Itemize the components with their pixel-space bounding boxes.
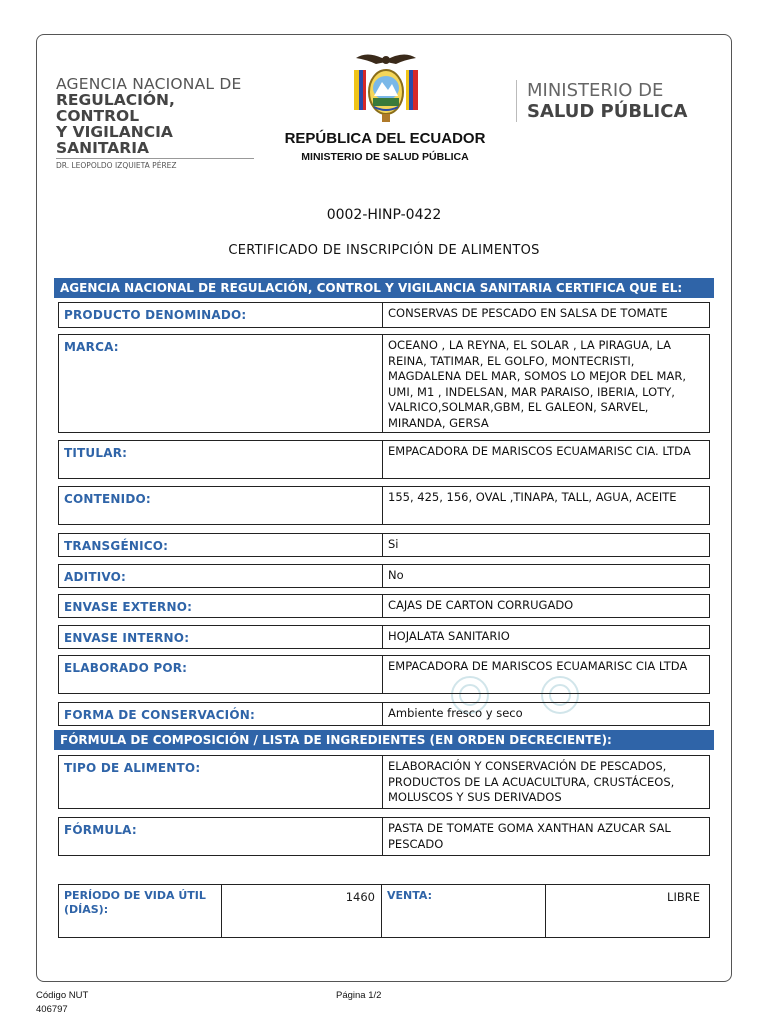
field-label: TRANSGÉNICO: — [59, 534, 383, 556]
agency-logo-line2: REGULACIÓN, CONTROL — [56, 91, 175, 125]
sale-value: LIBRE — [667, 890, 700, 904]
field-label: TIPO DE ALIMENTO: — [59, 756, 383, 808]
ministry-logo — [516, 80, 707, 122]
field-row-envase-externo — [58, 594, 710, 618]
shelf-life-value: 1460 — [222, 885, 382, 937]
agency-logo-rule — [56, 158, 254, 159]
field-row-aditivo — [58, 564, 710, 588]
field-label: ENVASE EXTERNO: — [59, 595, 383, 617]
shelf-life-table — [58, 884, 710, 938]
agency-logo-line1: AGENCIA NACIONAL DE — [56, 75, 242, 93]
field-row-forma-conservacion — [58, 702, 710, 726]
field-value: HOJALATA SANITARIO — [388, 629, 510, 643]
field-value: ELABORACIÓN Y CONSERVACIÓN DE PESCADOS, PRODUCTOS DE LA ACUACULTURA, CRUSTÁCEOS, MOLUSCOS Y SUS DERIVADOS — [388, 759, 675, 804]
field-label: MARCA: — [59, 335, 383, 432]
field-label: PRODUCTO DENOMINADO: — [59, 303, 383, 327]
field-row-elaborado-por — [58, 655, 710, 694]
agency-logo — [56, 76, 256, 170]
field-label: TITULAR: — [59, 441, 383, 478]
shelf-life-label: PERÍODO DE VIDA ÚTIL (DÍAS): — [59, 885, 222, 937]
footer-code-value: 406797 — [36, 1004, 68, 1015]
ministry-logo-line2: SALUD PÚBLICA — [527, 101, 688, 122]
field-value: Si — [388, 537, 399, 551]
field-row-formula — [58, 817, 710, 856]
field-row-marca — [58, 334, 710, 433]
field-value: No — [388, 568, 404, 582]
field-value: OCEANO , LA REYNA, EL SOLAR , LA PIRAGUA, LA REINA, TATIMAR, EL GOLFO, MONTECRISTI, MAGDALENA DEL MAR, SOMOS LO MEJOR DEL MAR, UMI, M1 , INDELSAN, MAR PARAISO, IBERIA, LOTY, VALRICO,SOLMAR,GBM, EL GALEON, SARVEL, MIRANDA, GERSA — [388, 338, 686, 430]
field-row-titular — [58, 440, 710, 479]
field-row-contenido — [58, 486, 710, 525]
field-label: FORMA DE CONSERVACIÓN: — [59, 703, 383, 725]
field-label: ADITIVO: — [59, 565, 383, 587]
certification-banner: AGENCIA NACIONAL DE REGULACIÓN, CONTROL Y VIGILANCIA SANITARIA CERTIFICA QUE EL: — [54, 278, 714, 298]
ministry-logo-line1: MINISTERIO DE — [527, 80, 664, 101]
field-value: CONSERVAS DE PESCADO EN SALSA DE TOMATE — [388, 306, 668, 320]
sale-label: VENTA: — [382, 885, 546, 937]
footer-page-number: Página 1/2 — [336, 990, 382, 1001]
field-row-producto — [58, 302, 710, 328]
agency-logo-line3: Y VIGILANCIA SANITARIA — [56, 123, 173, 157]
certificate-title: CERTIFICADO DE INSCRIPCIÓN DE ALIMENTOS — [228, 243, 540, 258]
field-row-envase-interno — [58, 625, 710, 649]
republic-title: REPÚBLICA DEL ECUADOR — [284, 130, 486, 147]
field-value: CAJAS DE CARTON CORRUGADO — [388, 598, 574, 612]
field-label: CONTENIDO: — [59, 487, 383, 524]
field-label: FÓRMULA: — [59, 818, 383, 855]
field-value: EMPACADORA DE MARISCOS ECUAMARISC CIA. LTDA — [388, 444, 691, 458]
coat-of-arms-icon — [348, 48, 424, 128]
composition-banner: FÓRMULA DE COMPOSICIÓN / LISTA DE INGREDIENTES (EN ORDEN DECRECIENTE): — [54, 730, 714, 750]
agency-logo-line4: DR. LEOPOLDO IZQUIETA PÉREZ — [56, 161, 177, 170]
field-value: Ambiente fresco y seco — [388, 706, 523, 720]
field-value: EMPACADORA DE MARISCOS ECUAMARISC CIA LTDA — [388, 659, 688, 673]
ministry-subtitle: MINISTERIO DE SALUD PÚBLICA — [301, 151, 469, 163]
field-value: 155, 425, 156, OVAL ,TINAPA, TALL, AGUA, ACEITE — [388, 490, 677, 504]
field-label: ENVASE INTERNO: — [59, 626, 383, 648]
field-row-transgenico — [58, 533, 710, 557]
certificate-code: 0002-HINP-0422 — [326, 207, 442, 223]
field-value: PASTA DE TOMATE GOMA XANTHAN AZUCAR SAL PESCADO — [388, 821, 671, 851]
field-row-tipo-alimento — [58, 755, 710, 809]
field-label: ELABORADO POR: — [59, 656, 383, 693]
footer-code-label: Código NUT — [36, 990, 89, 1001]
